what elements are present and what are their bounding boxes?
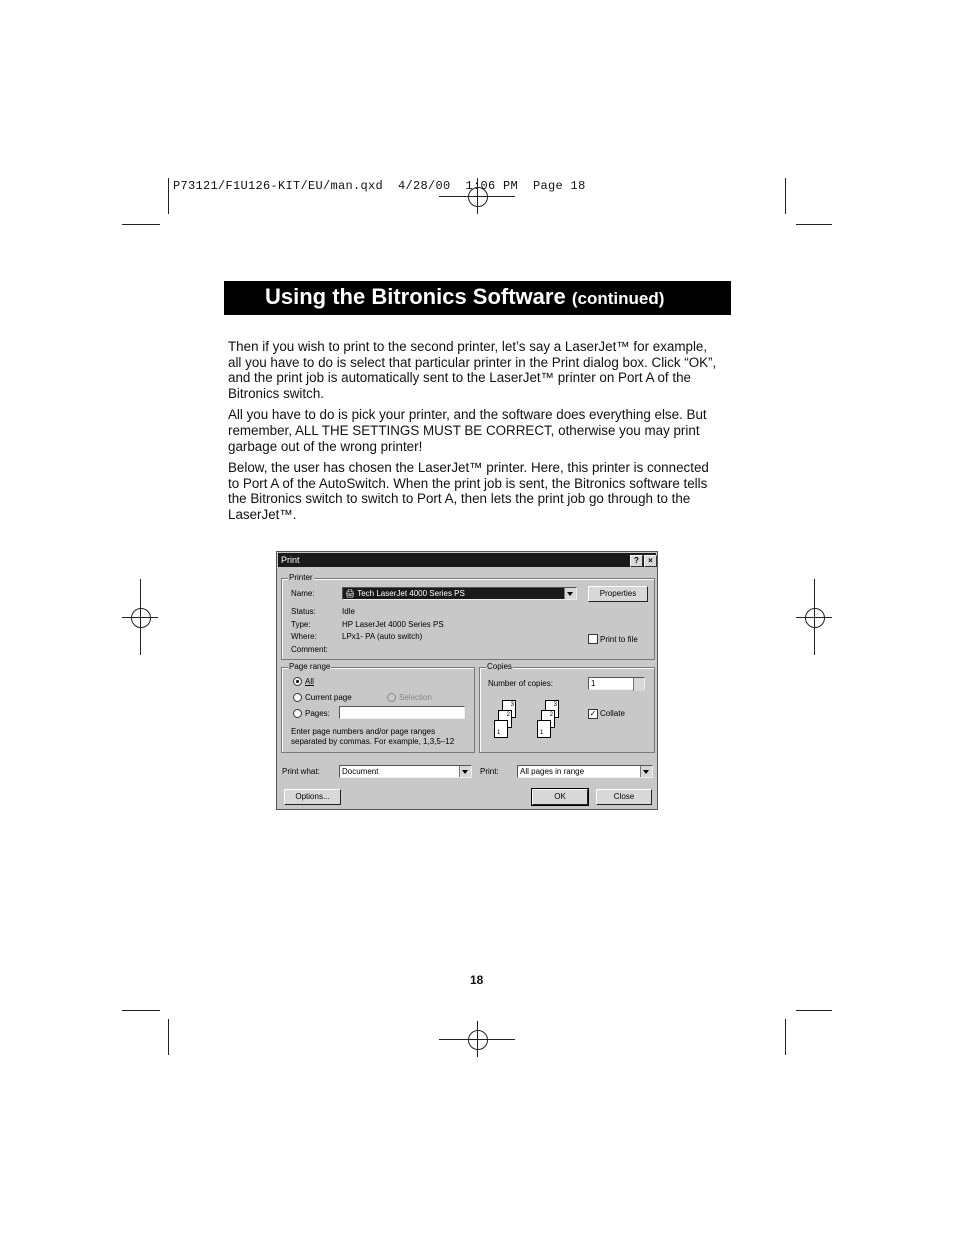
copies-label: Copies bbox=[487, 662, 512, 671]
page-icon: 3 bbox=[502, 700, 516, 718]
copies-value: 1 bbox=[591, 679, 596, 688]
page-range-label: Page range bbox=[289, 662, 331, 671]
page-icon: 3 bbox=[545, 700, 559, 718]
selection-label: Selection bbox=[399, 693, 432, 702]
chevron-down-icon[interactable] bbox=[564, 588, 576, 599]
current-page-radio[interactable] bbox=[293, 693, 302, 702]
paragraph: Then if you wish to print to the second printer, let’s say a LaserJet™ for example, all you have to do is select that particular printer in the Print dialog box. Click “OK”, and the print job is automatically sent to the LaserJet™ printer on Port A of the Bitronics switch. bbox=[228, 339, 717, 401]
paragraph: Below, the user has chosen the LaserJet™ printer. Here, this printer is connected to Port A of the AutoSwitch. When the print job is sent, the Bitronics software tells the Bitronics switch to switch to Port A, then lets the print job go through to the LaserJet™. bbox=[228, 460, 709, 522]
options-button[interactable]: Options... bbox=[284, 789, 341, 805]
comment-label: Comment: bbox=[291, 645, 328, 654]
section-title-bar bbox=[224, 281, 731, 315]
registration-mark-icon bbox=[122, 599, 158, 635]
pages-radio[interactable] bbox=[293, 709, 302, 718]
print-what-label: Print what: bbox=[282, 767, 320, 776]
number-of-copies-label: Number of copies: bbox=[488, 679, 553, 688]
crop-mark bbox=[122, 1010, 160, 1011]
print-to-file-label: Print to file bbox=[600, 635, 638, 644]
current-page-label: Current page bbox=[305, 693, 352, 702]
close-icon[interactable]: × bbox=[644, 555, 657, 567]
crop-mark bbox=[796, 1010, 832, 1011]
ok-button[interactable]: OK bbox=[532, 789, 588, 805]
page-icon: 2 bbox=[541, 710, 555, 728]
print-value: All pages in range bbox=[520, 767, 585, 776]
close-button[interactable]: Close bbox=[596, 789, 652, 805]
type-label: Type: bbox=[291, 620, 311, 629]
where-label: Where: bbox=[291, 632, 317, 641]
section-title bbox=[265, 284, 664, 310]
print-label: Print: bbox=[480, 767, 499, 776]
pages-input[interactable] bbox=[339, 706, 465, 719]
chevron-down-icon[interactable] bbox=[640, 766, 652, 777]
help-button[interactable]: ? bbox=[630, 555, 643, 567]
section-title-text: Using the Bitronics Software bbox=[265, 284, 566, 309]
paragraph: All you have to do is pick your printer, and the software does everything else. But remember, ALL THE SETTINGS MUST BE CORRECT, otherwise you may print garbage out of the wrong printer! bbox=[228, 407, 707, 454]
all-radio[interactable] bbox=[293, 677, 302, 686]
collate-checkbox[interactable]: ✓ bbox=[589, 709, 597, 718]
crop-mark bbox=[785, 1019, 786, 1055]
print-select[interactable] bbox=[517, 765, 653, 778]
crop-mark bbox=[796, 224, 832, 225]
copies-input[interactable] bbox=[588, 677, 645, 690]
printer-icon: 🖨 bbox=[345, 589, 358, 598]
registration-mark-icon bbox=[459, 1021, 495, 1057]
selection-radio bbox=[387, 693, 396, 702]
printer-name-select[interactable] bbox=[342, 587, 577, 600]
print-what-select[interactable] bbox=[339, 765, 472, 778]
where-value: LPx1- PA (auto switch) bbox=[342, 632, 423, 641]
file-slug: P73121/F1U126-KIT/EU/man.qxd 4/28/00 1:06 PM Page 18 bbox=[173, 179, 586, 193]
crop-mark bbox=[785, 178, 786, 214]
print-to-file-checkbox[interactable] bbox=[588, 634, 598, 644]
status-value: Idle bbox=[342, 607, 355, 616]
type-value: HP LaserJet 4000 Series PS bbox=[342, 620, 444, 629]
page-range-hint: separated by commas. For example, 1,3,5–12 bbox=[291, 737, 455, 746]
crop-mark bbox=[122, 224, 160, 225]
name-label: Name: bbox=[291, 589, 315, 598]
dialog-title: Print bbox=[281, 555, 300, 565]
collate-label: Collate bbox=[600, 709, 625, 718]
crop-mark bbox=[168, 1019, 169, 1055]
all-label: All bbox=[305, 677, 314, 686]
page-icon: 1 bbox=[537, 720, 551, 738]
section-subtitle: (continued) bbox=[571, 289, 665, 308]
registration-mark-icon bbox=[796, 599, 832, 635]
printer-name-value: Tech LaserJet 4000 Series PS bbox=[357, 589, 465, 598]
properties-button[interactable]: Properties bbox=[588, 586, 648, 602]
printer-group-label: Printer bbox=[289, 573, 313, 582]
pages-label: Pages: bbox=[305, 709, 330, 718]
crop-mark bbox=[168, 178, 169, 214]
dialog-title-bar bbox=[278, 553, 656, 567]
print-dialog bbox=[276, 551, 658, 810]
print-what-value: Document bbox=[342, 767, 379, 776]
page-icon: 2 bbox=[498, 710, 512, 728]
status-label: Status: bbox=[291, 607, 316, 616]
spinner-icon[interactable] bbox=[633, 678, 644, 691]
page-range-hint: Enter page numbers and/or page ranges bbox=[291, 727, 436, 736]
page-number: 18 bbox=[470, 973, 484, 987]
page-icon: 1 bbox=[494, 720, 508, 738]
chevron-down-icon[interactable] bbox=[459, 766, 471, 777]
body-text bbox=[228, 339, 723, 529]
